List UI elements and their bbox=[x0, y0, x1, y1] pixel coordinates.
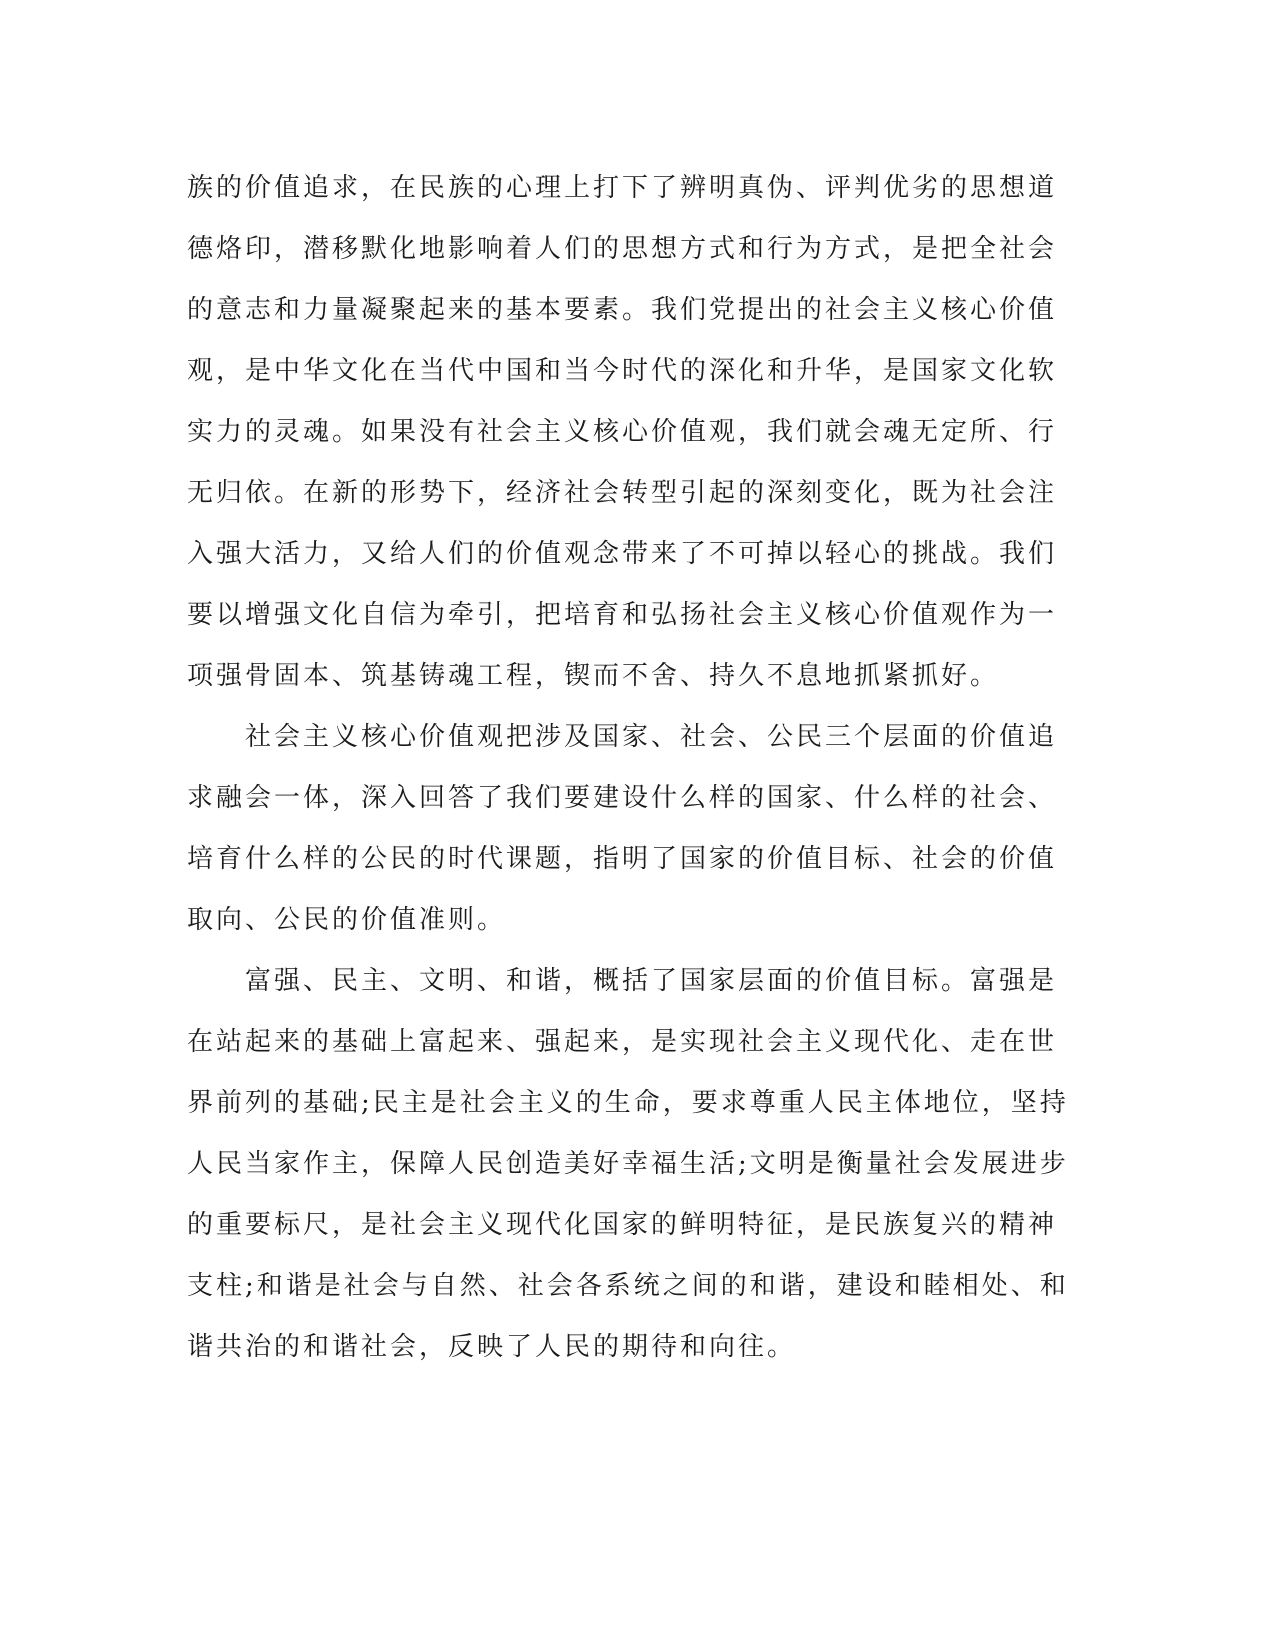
text-line: 无归依。在新的形势下，经济社会转型引起的深刻变化，既为社会注 bbox=[187, 478, 1058, 508]
text-line: 社会主义核心价值观把涉及国家、社会、公民三个层面的价值追 bbox=[187, 722, 1058, 752]
text-line: 人民当家作主，保障人民创造美好幸福生活;文明是衡量社会发展进步 bbox=[187, 1149, 1069, 1179]
text-line: 培育什么样的公民的时代课题，指明了国家的价值目标、社会的价值 bbox=[187, 844, 1058, 874]
text-line: 取向、公民的价值准则。 bbox=[187, 905, 507, 935]
paragraph-2 bbox=[187, 707, 1067, 951]
paragraph-3 bbox=[187, 951, 1067, 1378]
text-line: 族的价值追求，在民族的心理上打下了辨明真伪、评判优劣的思想道 bbox=[187, 173, 1058, 203]
text-line: 项强骨固本、筑基铸魂工程，锲而不舍、持久不息地抓紧抓好。 bbox=[187, 661, 1000, 691]
text-line: 求融会一体，深入回答了我们要建设什么样的国家、什么样的社会、 bbox=[187, 783, 1058, 813]
text-line: 谐共治的和谐社会，反映了人民的期待和向往。 bbox=[187, 1332, 797, 1362]
text-line: 德烙印，潜移默化地影响着人们的思想方式和行为方式，是把全社会 bbox=[187, 234, 1058, 264]
text-line: 在站起来的基础上富起来、强起来，是实现社会主义现代化、走在世 bbox=[187, 1027, 1058, 1057]
text-line: 观，是中华文化在当代中国和当今时代的深化和升华，是国家文化软 bbox=[187, 356, 1058, 386]
text-line: 入强大活力，又给人们的价值观念带来了不可掉以轻心的挑战。我们 bbox=[187, 539, 1058, 569]
body-text bbox=[187, 158, 1067, 1378]
text-line: 界前列的基础;民主是社会主义的生命，要求尊重人民主体地位，坚持 bbox=[187, 1088, 1069, 1118]
text-line: 实力的灵魂。如果没有社会主义核心价值观，我们就会魂无定所、行 bbox=[187, 417, 1058, 447]
text-line: 要以增强文化自信为牵引，把培育和弘扬社会主义核心价值观作为一 bbox=[187, 600, 1058, 630]
text-line: 的意志和力量凝聚起来的基本要素。我们党提出的社会主义核心价值 bbox=[187, 295, 1058, 325]
text-line: 的重要标尺，是社会主义现代化国家的鲜明特征，是民族复兴的精神 bbox=[187, 1210, 1058, 1240]
text-line: 富强、民主、文明、和谐，概括了国家层面的价值目标。富强是 bbox=[187, 966, 1058, 996]
paragraph-1 bbox=[187, 158, 1067, 707]
text-line: 支柱;和谐是社会与自然、社会各系统之间的和谐，建设和睦相处、和 bbox=[187, 1271, 1069, 1301]
